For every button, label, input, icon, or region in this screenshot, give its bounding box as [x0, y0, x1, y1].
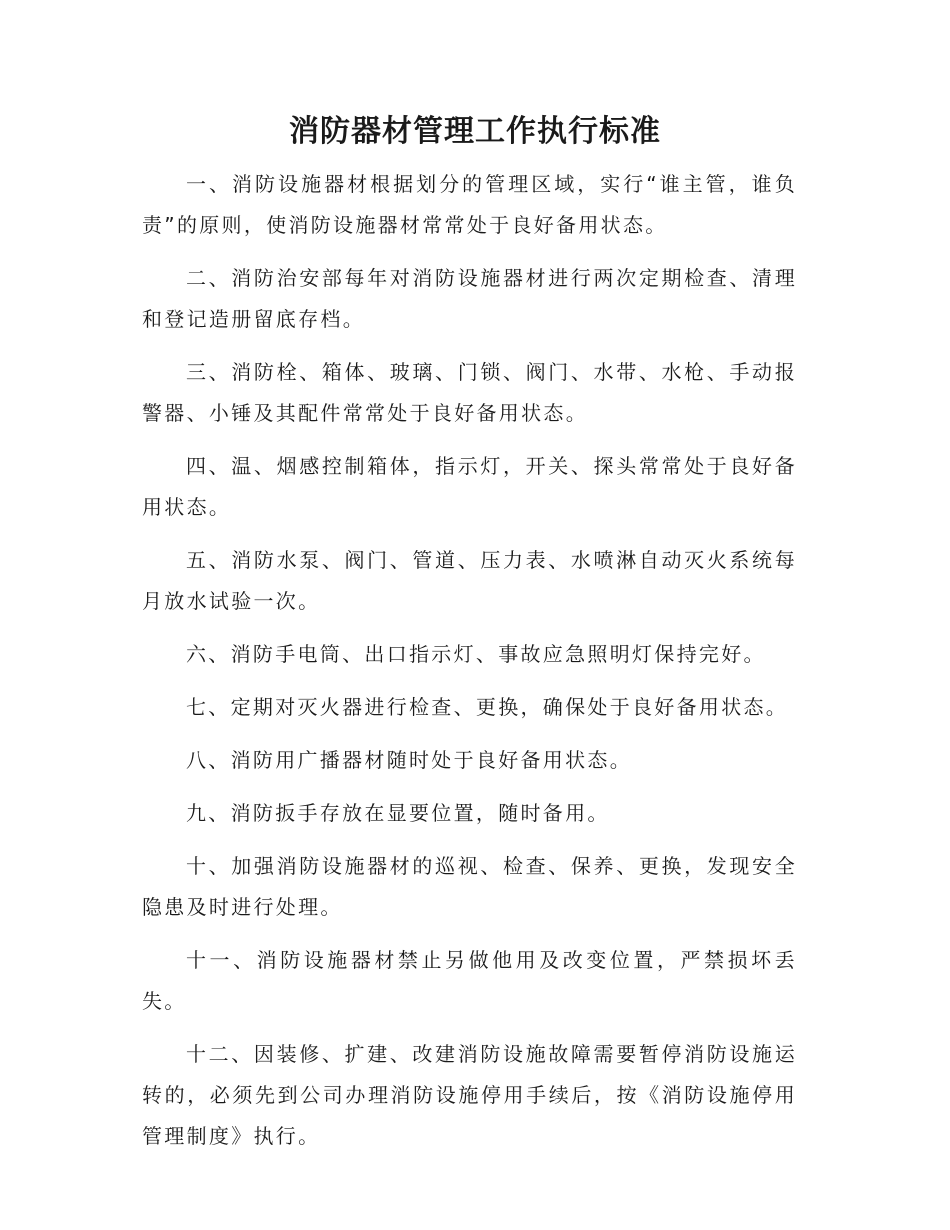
paragraph-11: 十一、消防设施器材禁止另做他用及改变位置，严禁损坏丢失。 — [142, 948, 797, 1013]
paragraph-5: 五、消防水泵、阀门、管道、压力表、水喷淋自动灭火系统每月放水试验一次。 — [142, 548, 797, 613]
paragraph-1: 一、消防设施器材根据划分的管理区域，实行“谁主管，谁负责”的原则，使消防设施器材常常处于良好备用状态。 — [142, 172, 797, 237]
paragraph-12: 十二、因装修、扩建、改建消防设施故障需要暂停消防设施运转的，必须先到公司办理消防设施停用手续后，按《消防设施停用管理制度》执行。 — [142, 1042, 797, 1148]
paragraph-4: 四、温、烟感控制箱体，指示灯，开关、探头常常处于良好备用状态。 — [142, 454, 797, 519]
paragraph-6: 六、消防手电筒、出口指示灯、事故应急照明灯保持完好。 — [186, 642, 766, 666]
paragraph-7: 七、定期对灭火器进行检查、更换，确保处于良好备用状态。 — [186, 695, 789, 719]
paragraph-2: 二、消防治安部每年对消防设施器材进行两次定期检查、清理和登记造册留底存档。 — [142, 266, 797, 331]
paragraph-9: 九、消防扳手存放在显要位置，随时备用。 — [186, 801, 610, 825]
document-body — [142, 164, 797, 1169]
document-title: 消防器材管理工作执行标准 — [289, 114, 661, 149]
paragraph-8: 八、消防用广播器材随时处于良好备用状态。 — [186, 748, 632, 772]
paragraph-10: 十、加强消防设施器材的巡视、检查、保养、更换，发现安全隐患及时进行处理。 — [142, 854, 797, 919]
paragraph-3: 三、消防栓、箱体、玻璃、门锁、阀门、水带、水枪、手动报警器、小锤及其配件常常处于良好备用状态。 — [142, 360, 797, 425]
